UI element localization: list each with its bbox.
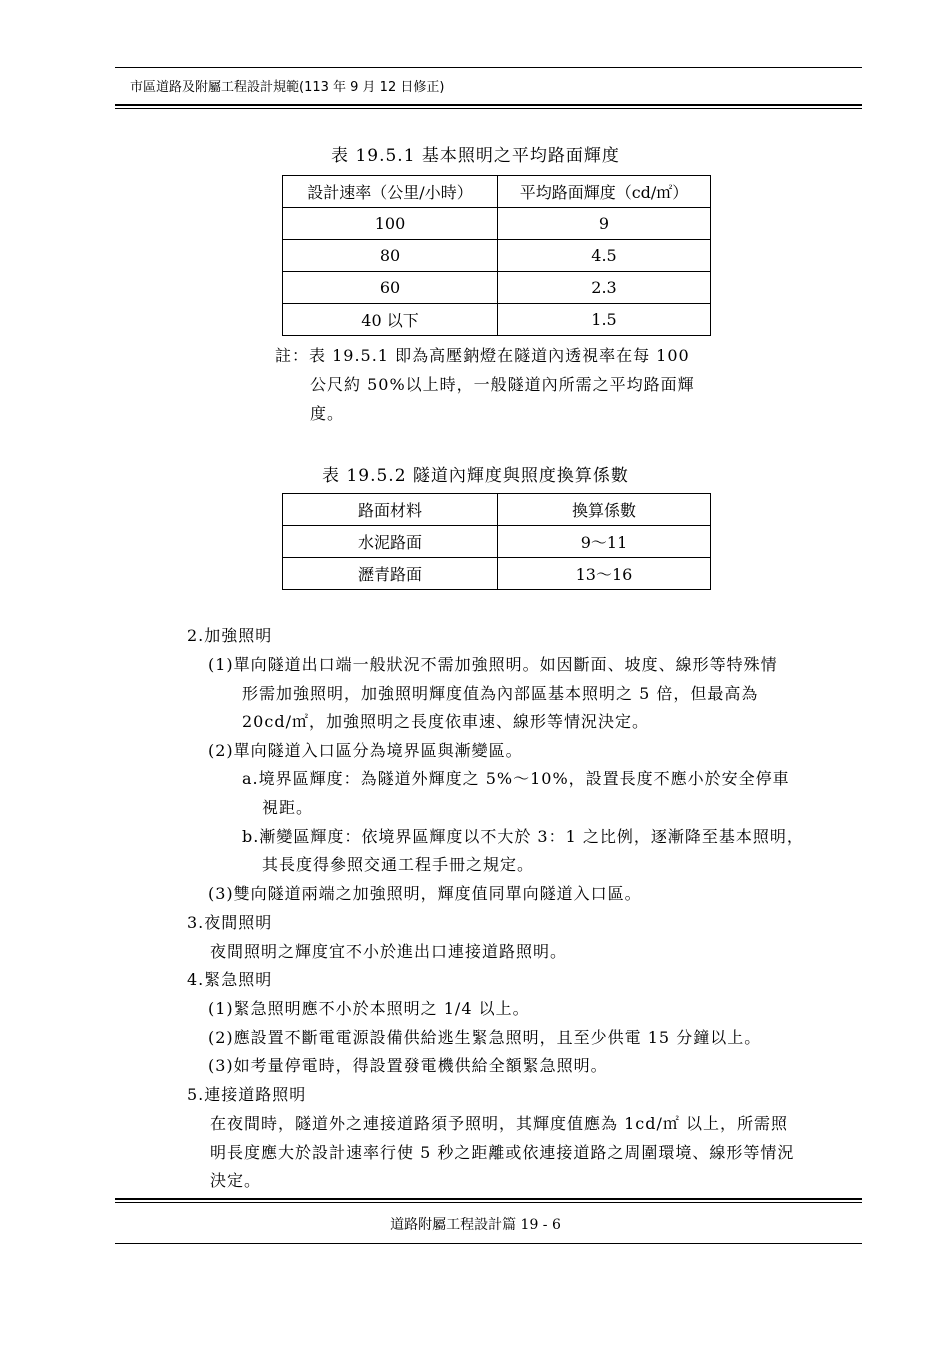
paragraph-line: (2)應設置不斷電電源設備供給逃生緊急照明，且至少供電 15 分鐘以上。 bbox=[208, 1028, 762, 1047]
footer-top-rule bbox=[115, 1198, 862, 1200]
paragraph-line: b.漸變區輝度：依境界區輝度以不大於 3：1 之比例，逐漸降至基本照明， bbox=[242, 827, 804, 846]
table-header-cell: 平均路面輝度（cd/㎡） bbox=[498, 176, 711, 208]
table-header-cell: 換算係數 bbox=[498, 494, 711, 526]
paragraph-line: (3)雙向隧道兩端之加強照明，輝度值同單向隧道入口區。 bbox=[208, 884, 642, 903]
table-row bbox=[283, 208, 711, 240]
paragraph-line: 其長度得參照交通工程手冊之規定。 bbox=[262, 855, 535, 874]
table-cell: 9～11 bbox=[498, 526, 711, 558]
table-cell: 4.5 bbox=[498, 240, 711, 272]
table1-caption: 表 19.5.1 基本照明之平均路面輝度 bbox=[331, 146, 620, 166]
paragraph-line: 20cd/㎡，加強照明之長度依車速、線形等情況決定。 bbox=[242, 712, 649, 731]
table-cell: 80 bbox=[283, 240, 498, 272]
table-header-cell: 設計速率（公里/小時） bbox=[283, 176, 498, 208]
table-header-row bbox=[283, 176, 711, 208]
table-cell: 1.5 bbox=[498, 304, 711, 336]
paragraph-line: (3)如考量停電時，得設置發電機供給全額緊急照明。 bbox=[208, 1056, 608, 1075]
table-row bbox=[283, 526, 711, 558]
table-row bbox=[283, 272, 711, 304]
table-cell: 60 bbox=[283, 272, 498, 304]
paragraph-line: 決定。 bbox=[210, 1171, 262, 1190]
table-row bbox=[283, 240, 711, 272]
section-heading: 4.緊急照明 bbox=[187, 970, 273, 989]
paragraph-line: (1)緊急照明應不小於本照明之 1/4 以上。 bbox=[208, 999, 530, 1018]
header-bottom-rule-thin bbox=[115, 108, 862, 109]
table1 bbox=[282, 175, 711, 336]
section-heading: 2.加強照明 bbox=[187, 626, 273, 645]
paragraph-line: 夜間照明之輝度宜不小於進出口連接道路照明。 bbox=[210, 942, 568, 961]
table-cell: 2.3 bbox=[498, 272, 711, 304]
paragraph-line: a.境界區輝度：為隧道外輝度之 5%～10%，設置長度不應小於安全停車 bbox=[242, 769, 790, 788]
table-header-cell: 路面材料 bbox=[283, 494, 498, 526]
table-cell: 13～16 bbox=[498, 558, 711, 590]
paragraph-line: 形需加強照明，加強照明輝度值為內部區基本照明之 5 倍，但最高為 bbox=[242, 684, 759, 703]
table2 bbox=[282, 493, 711, 590]
section-heading: 5.連接道路照明 bbox=[187, 1085, 307, 1104]
table-cell: 100 bbox=[283, 208, 498, 240]
header-title: 市區道路及附屬工程設計規範(113 年 9 月 12 日修正) bbox=[130, 80, 445, 95]
table-cell: 9 bbox=[498, 208, 711, 240]
paragraph-line: (2)單向隧道入口區分為境界區與漸變區。 bbox=[208, 741, 523, 760]
table-row bbox=[283, 304, 711, 336]
table2-caption: 表 19.5.2 隧道內輝度與照度換算係數 bbox=[322, 466, 629, 486]
paragraph-line: 明長度應大於設計速率行使 5 秒之距離或依連接道路之周圍環境、線形等情況 bbox=[210, 1143, 795, 1162]
paragraph-line: 視距。 bbox=[262, 798, 314, 817]
footer-page-label: 道路附屬工程設計篇 19 - 6 bbox=[390, 1217, 561, 1233]
paragraph-line: (1)單向隧道出口端一般狀況不需加強照明。如因斷面、坡度、線形等特殊情 bbox=[208, 655, 778, 674]
header-bottom-rule bbox=[115, 104, 862, 106]
note-line: 度。 bbox=[310, 404, 345, 423]
section-heading: 3.夜間照明 bbox=[187, 913, 273, 932]
table-header-row bbox=[283, 494, 711, 526]
table-cell: 水泥路面 bbox=[283, 526, 498, 558]
table-row bbox=[283, 558, 711, 590]
note-line: 公尺約 50%以上時，一般隧道內所需之平均路面輝 bbox=[310, 375, 695, 394]
footer-top-rule-thin bbox=[115, 1202, 862, 1203]
note-line: 註：表 19.5.1 即為高壓鈉燈在隧道內透視率在每 100 bbox=[275, 346, 690, 365]
paragraph-line: 在夜間時，隧道外之連接道路須予照明，其輝度值應為 1cd/㎡ 以上，所需照 bbox=[210, 1114, 788, 1133]
header-top-rule bbox=[115, 67, 862, 68]
table-cell: 瀝青路面 bbox=[283, 558, 498, 590]
footer-bottom-rule bbox=[115, 1243, 862, 1244]
table-cell: 40 以下 bbox=[283, 304, 498, 336]
